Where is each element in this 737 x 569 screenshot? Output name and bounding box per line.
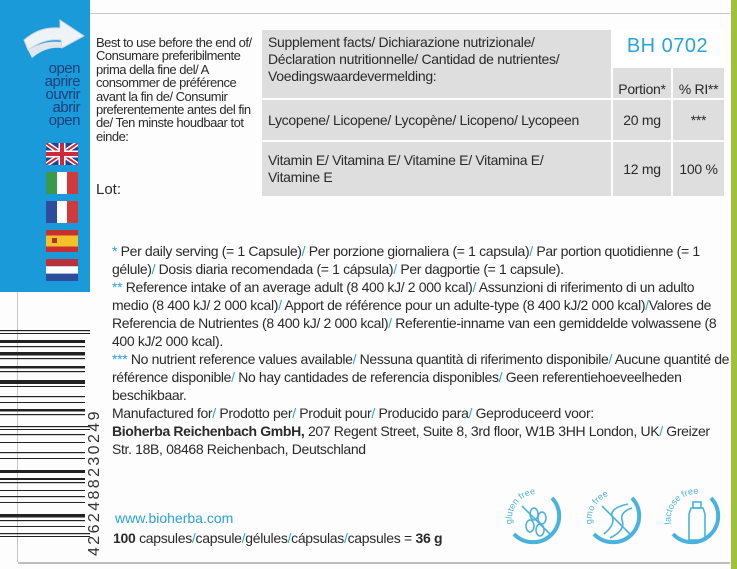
svg-text:gmo free: gmo free (583, 488, 610, 525)
manufacturer-address: Bioherba Reichenbach GmbH, 207 Regent Street, Suite 8, 3rd floor, W1B 3HH London, UK/ Greizer Str. 18B, 08468 Reichenbach, Deutschland (112, 423, 710, 457)
uk-flag-icon (46, 143, 78, 165)
nutrient-ri: *** (673, 100, 724, 140)
column-header-ri: % RI** (673, 68, 724, 98)
manufactured-for-label: Manufactured for/ Prodotto per/ Produit pour/ Producido para/ Geproduceerd voor: (112, 405, 594, 421)
france-flag-icon (46, 201, 78, 223)
nutrient-ri: 100 % (673, 142, 724, 196)
nutrient-portion: 20 mg (613, 100, 671, 140)
website-link[interactable]: www.bioherba.com (115, 510, 234, 526)
facts-heading: Supplement facts/ Dichiarazione nutrizionale/ Déclaration nutritionnelle/ Cantidad de nutrientes/ Voedingswaardevermelding: (262, 30, 611, 98)
gluten-free-badge (502, 484, 574, 556)
open-instructions (4, 62, 80, 127)
best-before-label: Best to use before the end of/ Consumare preferibilmente prima della fine del/ A consommer de préférence avant la fin de/ Consumir preferentemente antes del fin de/ Ten minste houdbaar tot einde: (96, 35, 252, 144)
svg-text:lactose free: lactose free (662, 485, 699, 526)
nutrient-portion: 12 mg (613, 142, 671, 196)
table-row (262, 100, 724, 140)
open-word-it: aprire (44, 73, 80, 90)
footnote-no-reference: *** No nutrient reference values available/ Nessuna quantità di riferimento disponibile/ Aucune quantité de référence disponible/ No hay cantidades de referencia disponibles/ Geen referentiehoeveelheden beschikbaar. (112, 351, 730, 403)
lot-label: Lot: (96, 181, 122, 198)
open-word-es: abrir (52, 99, 80, 116)
divider (18, 562, 730, 564)
open-word-en: open (48, 60, 80, 77)
gmo-free-badge (582, 484, 654, 556)
nutrient-name: Lycopene/ Licopene/ Lycopène/ Licopeno/ Lycopeen (262, 100, 611, 140)
nutrient-name: Vitamin E/ Vitamina E/ Vitamine E/ Vitamina E/ Vitamine E (262, 142, 611, 196)
spain-flag-icon (46, 230, 78, 252)
footnotes (112, 242, 732, 458)
open-word-nl: open (48, 112, 80, 129)
milk-bottle-icon (689, 502, 705, 540)
dna-icon (602, 504, 632, 538)
open-arrow-icon (20, 18, 86, 62)
barcode (0, 330, 90, 545)
batch-code: BH 0702 (611, 30, 724, 66)
wheat-icon (522, 506, 552, 536)
netherlands-flag-icon (46, 259, 78, 281)
column-header-portion: Portion* (613, 68, 671, 98)
italy-flag-icon (46, 172, 78, 194)
lactose-free-badge (661, 484, 733, 556)
divider (90, 13, 730, 14)
company-name: Bioherba Reichenbach GmbH, (112, 423, 305, 439)
footnote-serving: * Per daily serving (= 1 Capsule)/ Per porzione giornaliera (= 1 capsula)/ Par portion quotidienne (= 1 gélule)/ Dosis diaria recomendada (= 1 cápsula)/ Per dagportie (= 1 capsule). (112, 243, 700, 277)
svg-text:gluten free: gluten free (503, 485, 536, 525)
footnote-reference-intake: ** Reference intake of an average adult (8 400 kJ/ 2 000 kcal)/ Assunzioni di riferimento di un adulto medio (8 400 kJ/ 2 000 kcal)/ Apport de référence pour un adulte-type (8 400 kJ/2 000 kcal)/Valores de Referencia de Nutrientes (8 400 kJ/ 2 000 kcal)/ Referentie-inname van een gemiddelde volwassene (8 400 kJ/2 000 kcal). (112, 279, 717, 349)
open-word-fr: ouvrir (45, 86, 80, 103)
table-row (262, 142, 724, 196)
barcode-number: 4262488230249 (86, 409, 103, 556)
contents-label: 100 capsules/capsule/gélules/cápsulas/capsules = 36 g (113, 530, 443, 546)
